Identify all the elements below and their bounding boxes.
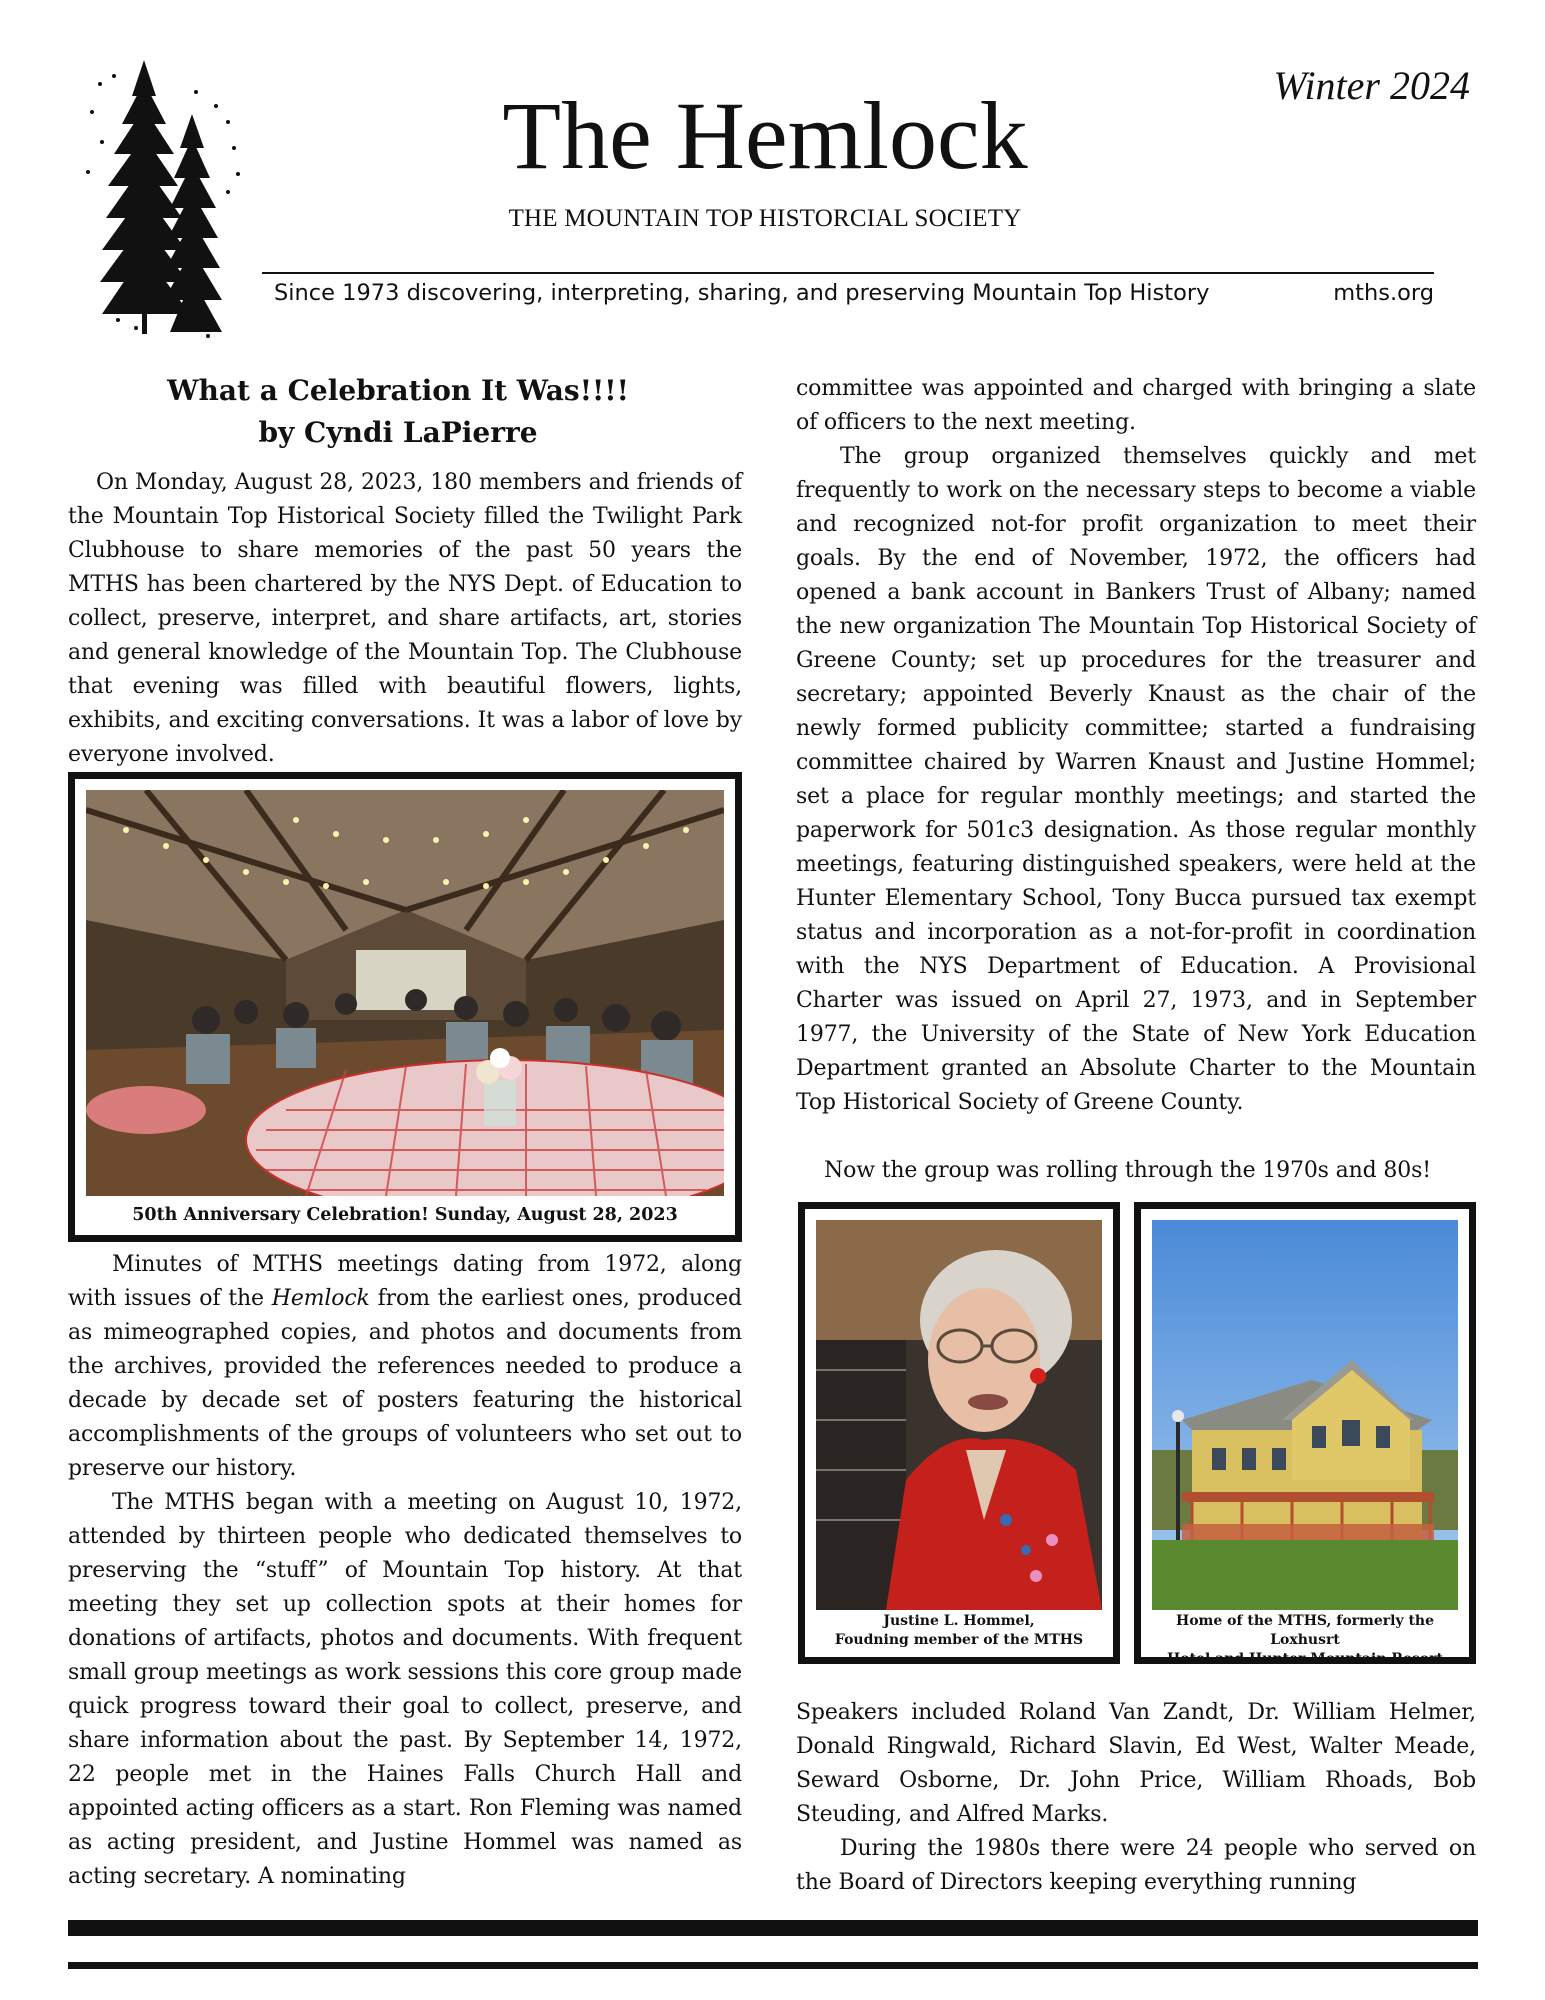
article-paragraph: Now the group was rolling through the 1970s and 80s! [824,1158,1431,1183]
paragraph-text: Minutes of MTHS meetings dating from 1972, along with issues of the [68,1252,742,1311]
article-paragraph: The MTHS began with a meeting on August 10, 1972, attended by thirteen people who dedicated themselves to preserving the “stuff” of Mountain Top history. At that meeting they set up collection spots at their homes for donations of artifacts, photos and documents. With frequent small group meetings as work sessions this core group made quick progress toward their goal to collect, preserve, and share information about the past. By September 14, 1972, 22 people met in the Haines Falls Church Hall and appointed acting officers as a start. Ron Fleming was named as acting president, and Justine Hommel was named as acting secretary. A nominating [68,1490,742,1889]
website-link[interactable]: mths.org [1333,280,1434,306]
tagline: Since 1973 discovering, interpreting, sharing, and preserving Mountain Top History [274,280,1210,306]
photo-mths-home [1134,1202,1476,1667]
article-paragraph: The group organized themselves quickly and met frequently to work on the necessary steps to become a viable and recognized not-for profit organization to meet their goals. By the end of November, 1972, the officers had opened a bank account in Bankers Trust of Albany; named the new organization The Mountain Top Historical Society of Greene County; set up procedures for the treasurer and secretary; appointed Beverly Knaust as the chair of the newly formed publicity committee; started a fundraising committee chaired by Warren Knaust and Justine Hommel; set a place for regular monthly meetings; and started the paperwork for 501c3 designation. As those regular monthly meetings, featuring distinguished speakers, were held at the Hunter Elementary School, Tony Bucca pursued tax exempt status and incorporation as a not-for-profit in coordination with the NYS Department of Education. A Provisional Charter was issued on April 27, 1973, and in September 1977, the University of the State of New York Education Department granted an Absolute Charter to the Mountain Top Historical Society of Greene County. [796,444,1476,1115]
byline: by Cyndi LaPierre [258,416,538,449]
publication-title: Hemlock [271,1286,370,1311]
home-image [1152,1220,1458,1610]
caption-line: Hotel and Hunter Mountain Resort [1167,1651,1443,1667]
hemlock-tree-icon [78,52,253,347]
article-paragraph [68,1248,742,1486]
edition-label: Winter 2024 [1273,63,1470,108]
celebration-image [86,790,724,1196]
paragraph-text: from the earliest ones, produced as mimeographed copies, and photos and documents from the archives, provided the references needed to produce a decade by decade set of posters featuring the historical accomplishments of the groups of volunteers who set out to preserve our history. [68,1286,742,1481]
photo-caption [1141,1612,1469,1669]
photo-celebration [68,772,742,1242]
photo-caption [805,1612,1113,1650]
article-headline [68,370,728,454]
footer-rule-thick [68,1920,1478,1936]
article-paragraph: Speakers included Roland Van Zandt, Dr. William Helmer, Donald Ringwald, Richard Slavin, Ed West, Walter Meade, Seward Osborne, Dr. John Price, William Rhoads, Bob Steuding, and Alfred Marks. [796,1700,1476,1827]
photo-hommel [798,1202,1120,1664]
caption-line: Foudning member of the MTHS [834,1632,1084,1648]
headline-title: What a Celebration It Was!!!! [167,374,629,407]
newsletter-title: The Hemlock [502,82,1028,189]
article-paragraph: During the 1980s there were 24 people who served on the Board of Directors keeping everything running [796,1836,1476,1895]
article-paragraph: On Monday, August 28, 2023, 180 members and friends of the Mountain Top Historical Society filled the Twilight Park Clubhouse to share memories of the past 50 years the MTHS has been chartered by the NYS Dept. of Education to collect, preserve, interpret, and share artifacts, art, stories and general knowledge of the Mountain Top. The Clubhouse that evening was filled with beautiful flowers, lights, exhibits, and exciting conversations. It was a labor of love by everyone involved. [68,470,742,767]
footer-rule-thin [68,1962,1478,1969]
caption-line: Home of the MTHS, formerly the Loxhusrt [1175,1613,1435,1648]
caption-line: Justine L. Hommel, [883,1613,1035,1629]
masthead-divider [262,272,1434,274]
article-paragraph: committee was appointed and charged with bringing a slate of officers to the next meeting. [796,376,1476,435]
hommel-image [816,1220,1102,1610]
photo-caption: 50th Anniversary Celebration! Sunday, August 28, 2023 [132,1205,678,1225]
society-name: THE MOUNTAIN TOP HISTORCIAL SOCIETY [508,205,1022,232]
